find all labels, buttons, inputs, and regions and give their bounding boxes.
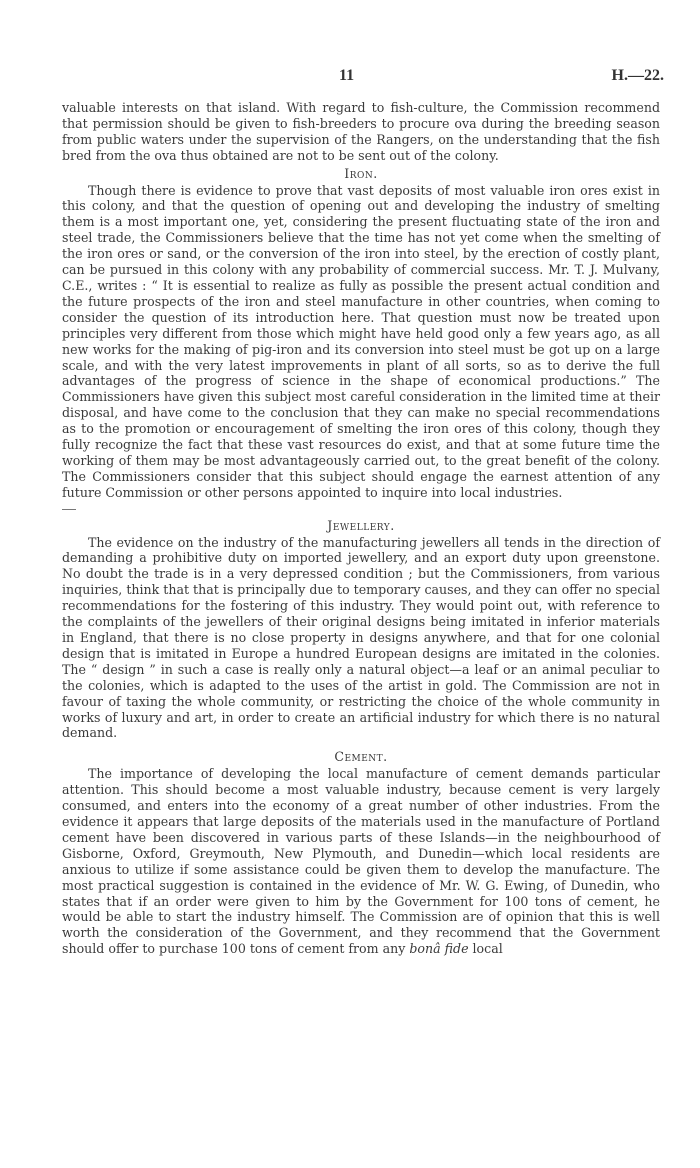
heading-iron: Iron. [344, 165, 378, 181]
paragraph-jewellery: The evidence on the industry of the manufacturing jewellers all tends in the direction of demanding a prohibitive duty on imported jewellery, and an export duty upon greenstone. No doubt the trade is in a very depressed condition ; but the Commissioners, from various inquiries, think that that is principally due to temporary causes, and they can offer no special recommendations for the fostering of this industry. They would point out, with reference to the complaints of the jewellers of their original designs being imitated in inferior materials in England, that there is no close property in designs anywhere, and that for one colonial design that is imitated in Europe a hundred European designs are imitated in the colonies. The “ design ” in such a case is really only a natural object—a leaf or an animal peculiar to the colonies, which is adapted to the uses of the artist in gold. The Commission are not in favour of taxing the whole community, or restricting the choice of the whole community in works of luxury and art, in order to create an artificial industry for which there is no natural demand. [62, 534, 660, 741]
paragraph-cement-text: The importance of developing the local manufacture of cement demands particular attention. This should become a most valuable industry, because cement is very largely consumed, and enters into the economy of a great number of other industries. From the evidence it appears that large deposits of the materials used in the manufacture of Portland cement have been discovered in various parts of these Islands—in the neighbourhood of Gisborne, Oxford, Greymouth, New Plymouth, and Dunedin—which local residents are anxious to utilize if some assistance could be given them to develop the manufacture. The most practical suggestion is contained in the evidence of Mr. W. G. Ewing, of Dunedin, who states that if an order were given to him by the Government for 100 tons of cement, he would be able to start the industry himself. The Commission are of opinion that this is well worth the consideration of the Government, and they recommend that the Government should offer to purchase 100 tons of cement from any [62, 766, 660, 957]
paragraph-iron: Though there is evidence to prove that vast deposits of most valuable iron ores exist in this colony, and that the question of opening out and developing the industry of smelting them is a most important one, yet, considering the present fluctuating state of the iron and steel trade, the Commissioners believe that the time has not yet come when the smelting of the iron ores or sand, or the conversion of the iron into steel, by the erection of costly plant, can be pursued in this colony with any probability of commercial success. Mr. T. J. Mulvany, C.E., writes : “ It is essential to realize as fully as possible the present actual condition and the future prospects of the iron and steel manufacture in other countries, when coming to consider the question of its introduction here. That question must now be treated upon principles very different from those which might have held good only a few years ago, as all new works for the making of pig-iron and its conversion into steel must be got up on a large scale, and with the very latest improvements in plant of all sorts, so as to derive the full advantages of the progress of science in the shape of economical productions.” The Commissioners have given this subject most careful consideration in the limited time at their disposal, and have come to the conclusion that they can make no special recommendations as to the promotion or encouragement of smelting the iron ores of this colony, though they fully recognize the fact that these vast resources do exist, and that at some future time the working of them may be most advantageously carried out, to the great benefit of the colony. The Commissioners consider that this subject should engage the earnest attention of any future Commission or other persons appointed to inquire into local industries. [62, 182, 660, 500]
section-divider [62, 509, 76, 510]
document-code: H.—22. [611, 67, 664, 84]
paragraph-fish-culture: valuable interests on that island. With regard to fish-culture, the Commission recommend that permission should be given to fish-breeders to procure ova during the breeding season from public waters under the supervision of the Rangers, on the understanding that the fish bred from the ova thus obtained are not to be sent out of the colony. [62, 100, 660, 163]
paragraph-cement-tail: local [468, 941, 503, 957]
page-number: 11 [339, 67, 355, 84]
heading-jewellery: Jewellery. [327, 517, 395, 533]
heading-cement: Cement. [334, 749, 388, 765]
italic-phrase: bonâ fide [409, 941, 469, 957]
page-header [0, 68, 700, 86]
body-text [62, 100, 660, 957]
paragraph-cement [62, 766, 660, 957]
